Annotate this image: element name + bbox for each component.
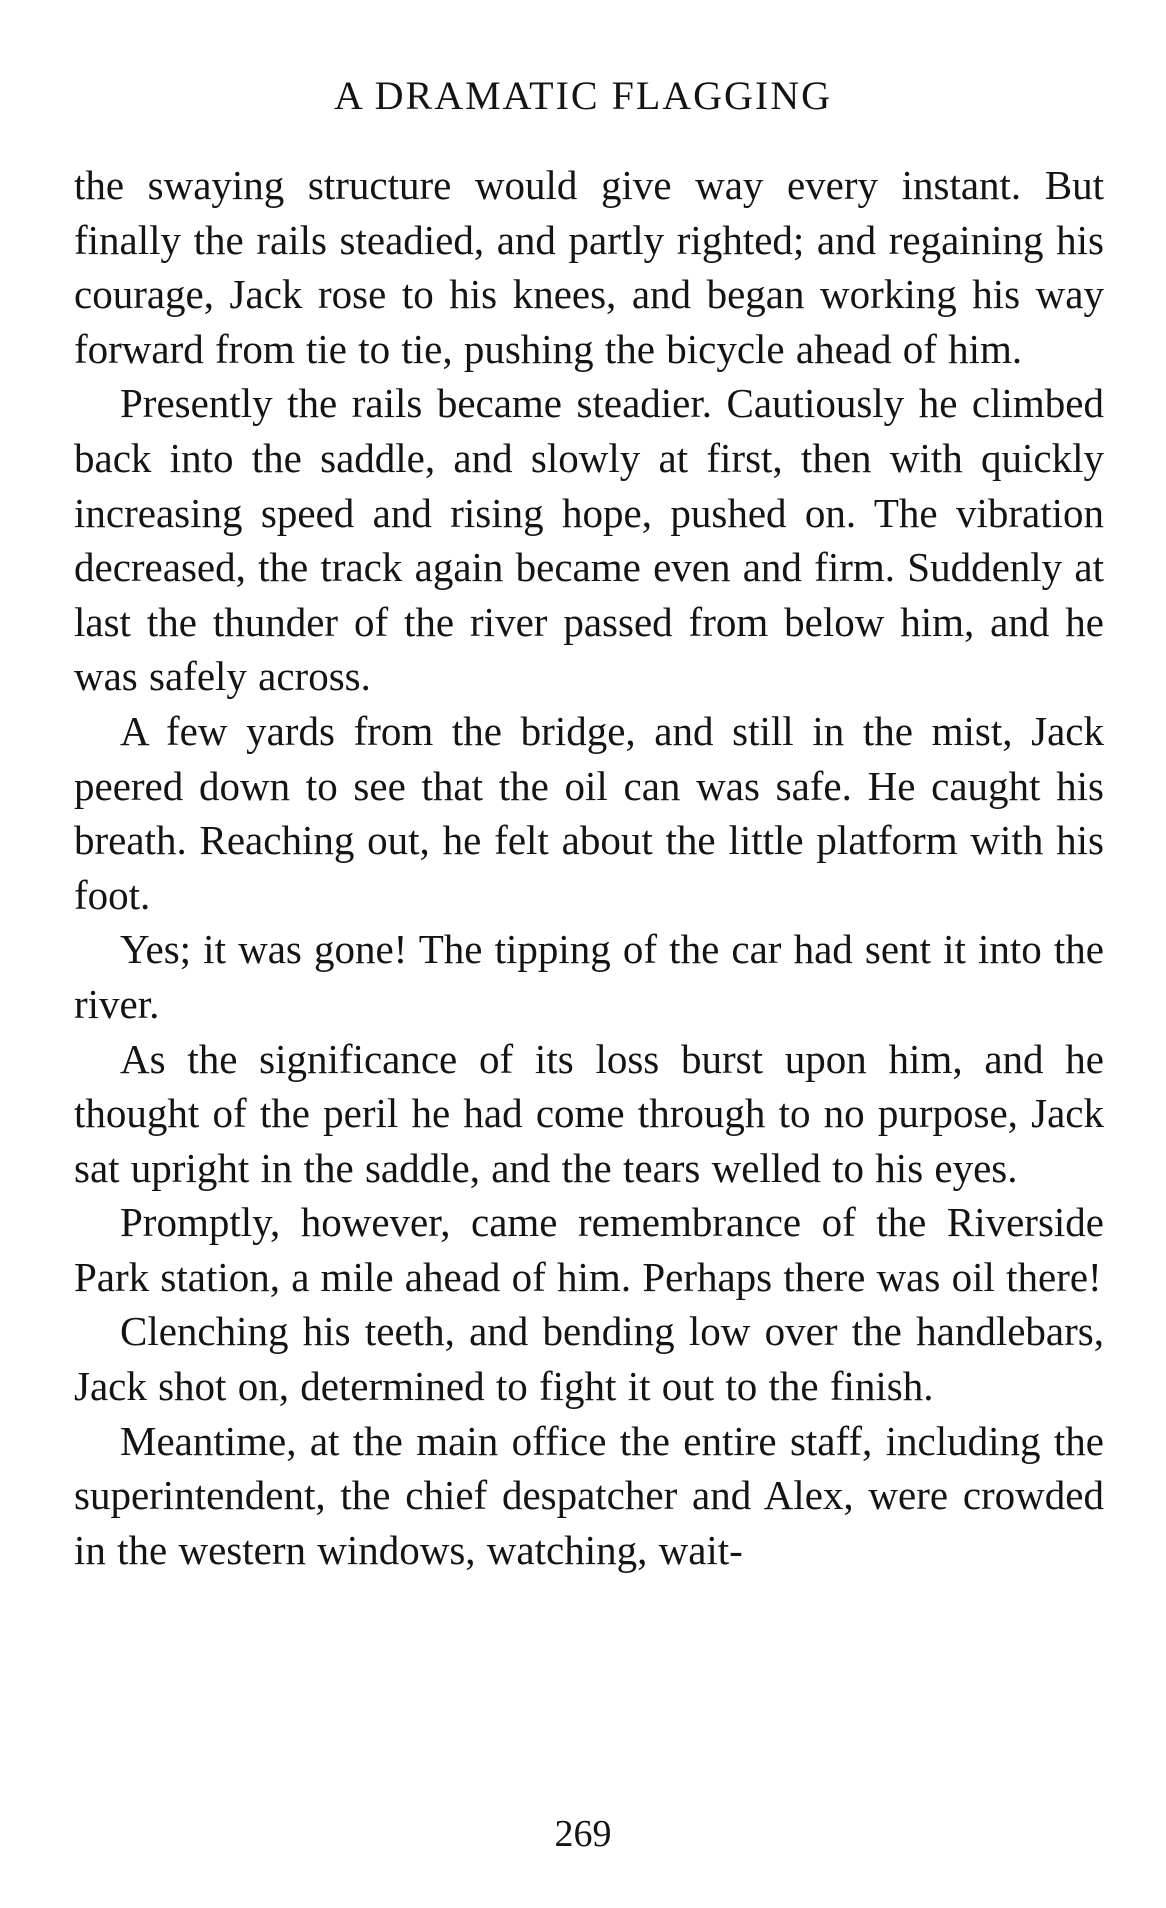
running-title: A DRAMATIC FLAGGING [333, 73, 833, 118]
page-body [74, 158, 1104, 1577]
paragraph: Meantime, at the main office the entire staff, including the superintendent, the chief despatcher and Alex, were crowded in the western windows, watching, wait- [74, 1417, 1104, 1573]
paragraph: As the significance of its loss burst upon him, and he thought of the peril he had come through to no purpose, Jack sat upright in the saddle, and the tears welled to his eyes. [74, 1035, 1104, 1191]
paragraph-continued: the swaying structure would give way every instant. But finally the rails steadied, and partly righted; and regaining his courage, Jack rose to his knees, and began working his way forward from tie to tie, pushing the bicycle ahead of him. [74, 162, 1104, 372]
paragraph: Yes; it was gone! The tipping of the car had sent it into the river. [74, 926, 1104, 1027]
paragraph: Promptly, however, came remembrance of the Riverside Park station, a mile ahead of him. Perhaps there was oil there! [74, 1199, 1104, 1300]
paragraph: Clenching his teeth, and bending low over the handlebars, Jack shot on, determined to fight it out to the finish. [74, 1308, 1104, 1410]
paragraph: A few yards from the bridge, and still in the mist, Jack peered down to see that the oil can was safe. He caught his breath. Reaching out, he felt about the little platform with his foot. [74, 707, 1104, 918]
paragraph: Presently the rails became steadier. Cautiously he climbed back into the saddle, and slowly at first, then with quickly increasing speed and rising hope, pushed on. The vibration decreased, the track again became even and firm. Suddenly at last the thunder of the river passed from below him, and he was safely across. [74, 380, 1104, 700]
page-number: 269 [554, 1813, 612, 1855]
